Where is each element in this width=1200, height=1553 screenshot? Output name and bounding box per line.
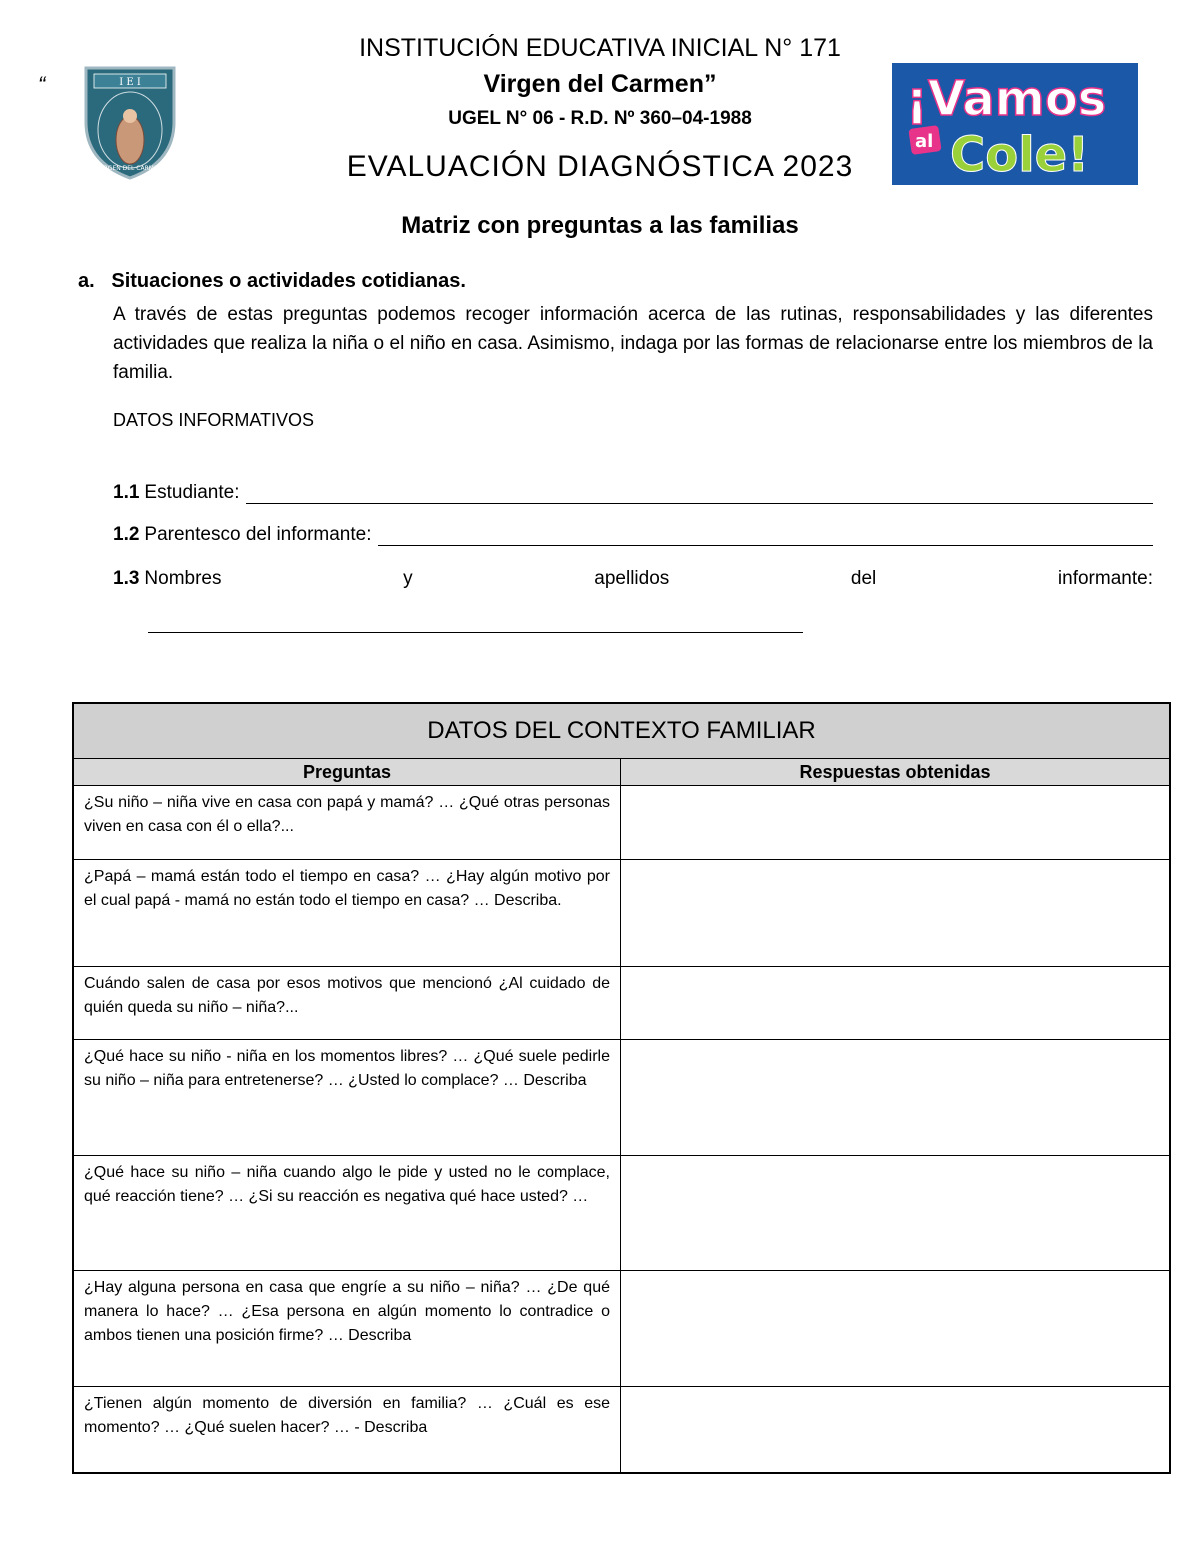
section-a-title: Situaciones o actividades cotidianas.	[111, 270, 466, 292]
answer-cell[interactable]	[621, 1040, 1171, 1156]
opening-quote-mark: “	[38, 72, 46, 97]
evaluation-title: EVALUACIÓN DIAGNÓSTICA 2023	[346, 150, 854, 183]
table-row	[73, 1271, 1170, 1387]
field-label-first	[113, 568, 222, 590]
field-parentesco	[113, 524, 1153, 546]
answer-cell[interactable]	[621, 967, 1171, 1040]
table-row	[73, 1156, 1170, 1271]
field-word: del	[850, 568, 877, 589]
table-row	[73, 1040, 1170, 1156]
question-cell: ¿Su niño – niña vive en casa con papá y mamá? … ¿Qué otras personas viven en casa con él o ella?...	[73, 786, 621, 860]
answer-cell[interactable]	[621, 860, 1171, 967]
logo-al-text: al	[915, 131, 934, 152]
field-estudiante	[113, 482, 1153, 504]
section-a-heading	[78, 270, 466, 293]
nombres-blank-line[interactable]	[148, 632, 803, 633]
column-header-questions: Preguntas	[73, 759, 621, 786]
table-row	[73, 860, 1170, 967]
institution-subtitle: Virgen del Carmen”	[483, 70, 717, 98]
logo-cole-text: Cole!	[950, 127, 1090, 183]
vamos-al-cole-logo	[892, 63, 1138, 185]
matrix-title: Matriz con preguntas a las familias	[401, 212, 799, 239]
field-word: y	[403, 568, 413, 589]
field-word: Nombres	[144, 568, 222, 589]
field-word: informante:	[1057, 568, 1153, 589]
context-table	[72, 702, 1171, 1474]
field-number: 1.3	[113, 568, 140, 589]
table-row	[73, 967, 1170, 1040]
question-cell: Cuándo salen de casa por esos motivos que mencionó ¿Al cuidado de quién queda su niño – niña?...	[73, 967, 621, 1040]
logo-vamos-text: ¡Vamos	[906, 71, 1107, 127]
table-title: DATOS DEL CONTEXTO FAMILIAR	[73, 703, 1170, 759]
answer-cell[interactable]	[621, 786, 1171, 860]
school-crest-logo	[80, 62, 180, 182]
section-a-description: A través de estas preguntas podemos recoger información acerca de las rutinas, responsabilidades y las diferentes actividades que realiza la niña o el niño en casa. Asimismo, indaga por las formas de relacionarse entre los miembros de la familia.	[113, 304, 1153, 383]
datos-informativos-label: DATOS INFORMATIVOS	[113, 410, 315, 430]
crest-letters: I E I	[119, 77, 141, 88]
table-row	[73, 1387, 1170, 1473]
crest-text: VIRGEN DEL CARMEN	[97, 165, 163, 172]
question-cell: ¿Qué hace su niño - niña en los momentos libres? … ¿Qué suele pedirle su niño – niña para entretenerse? … ¿Usted lo complace? … Describa	[73, 1040, 621, 1156]
field-nombres-apellidos	[113, 568, 1153, 590]
question-cell: ¿Tienen algún momento de diversión en familia? … ¿Cuál es ese momento? … ¿Qué suelen hacer? … - Describa	[73, 1387, 621, 1473]
parentesco-blank-line[interactable]	[378, 527, 1154, 546]
field-word: apellidos	[594, 568, 670, 589]
estudiante-blank-line[interactable]	[246, 485, 1154, 504]
section-a-marker: a.	[78, 270, 95, 292]
question-cell: ¿Hay alguna persona en casa que engríe a su niño – niña? … ¿De qué manera lo hace? … ¿Esa persona en algún momento lo contradice o ambos tienen una posición firme? … Describa	[73, 1271, 621, 1387]
table-row	[73, 786, 1170, 860]
institution-name: INSTITUCIÓN EDUCATIVA INICIAL N° 171	[359, 34, 841, 62]
answer-cell[interactable]	[621, 1156, 1171, 1271]
field-number: 1.1	[113, 482, 140, 503]
field-number: 1.2	[113, 524, 140, 545]
question-cell: ¿Papá – mamá están todo el tiempo en casa? … ¿Hay algún motivo por el cual papá - mamá no están todo el tiempo en casa? … Describa.	[73, 860, 621, 967]
institution-ugel: UGEL N° 06 - R.D. Nº 360–04-1988	[448, 108, 752, 129]
column-header-answers: Respuestas obtenidas	[621, 759, 1171, 786]
field-label: Estudiante:	[144, 482, 240, 503]
answer-cell[interactable]	[621, 1271, 1171, 1387]
question-cell: ¿Qué hace su niño – niña cuando algo le pide y usted no le complace, qué reacción tiene? … ¿Si su reacción es negativa qué hace usted? …	[73, 1156, 621, 1271]
answer-cell[interactable]	[621, 1387, 1171, 1473]
field-label: Parentesco del informante:	[144, 524, 372, 545]
